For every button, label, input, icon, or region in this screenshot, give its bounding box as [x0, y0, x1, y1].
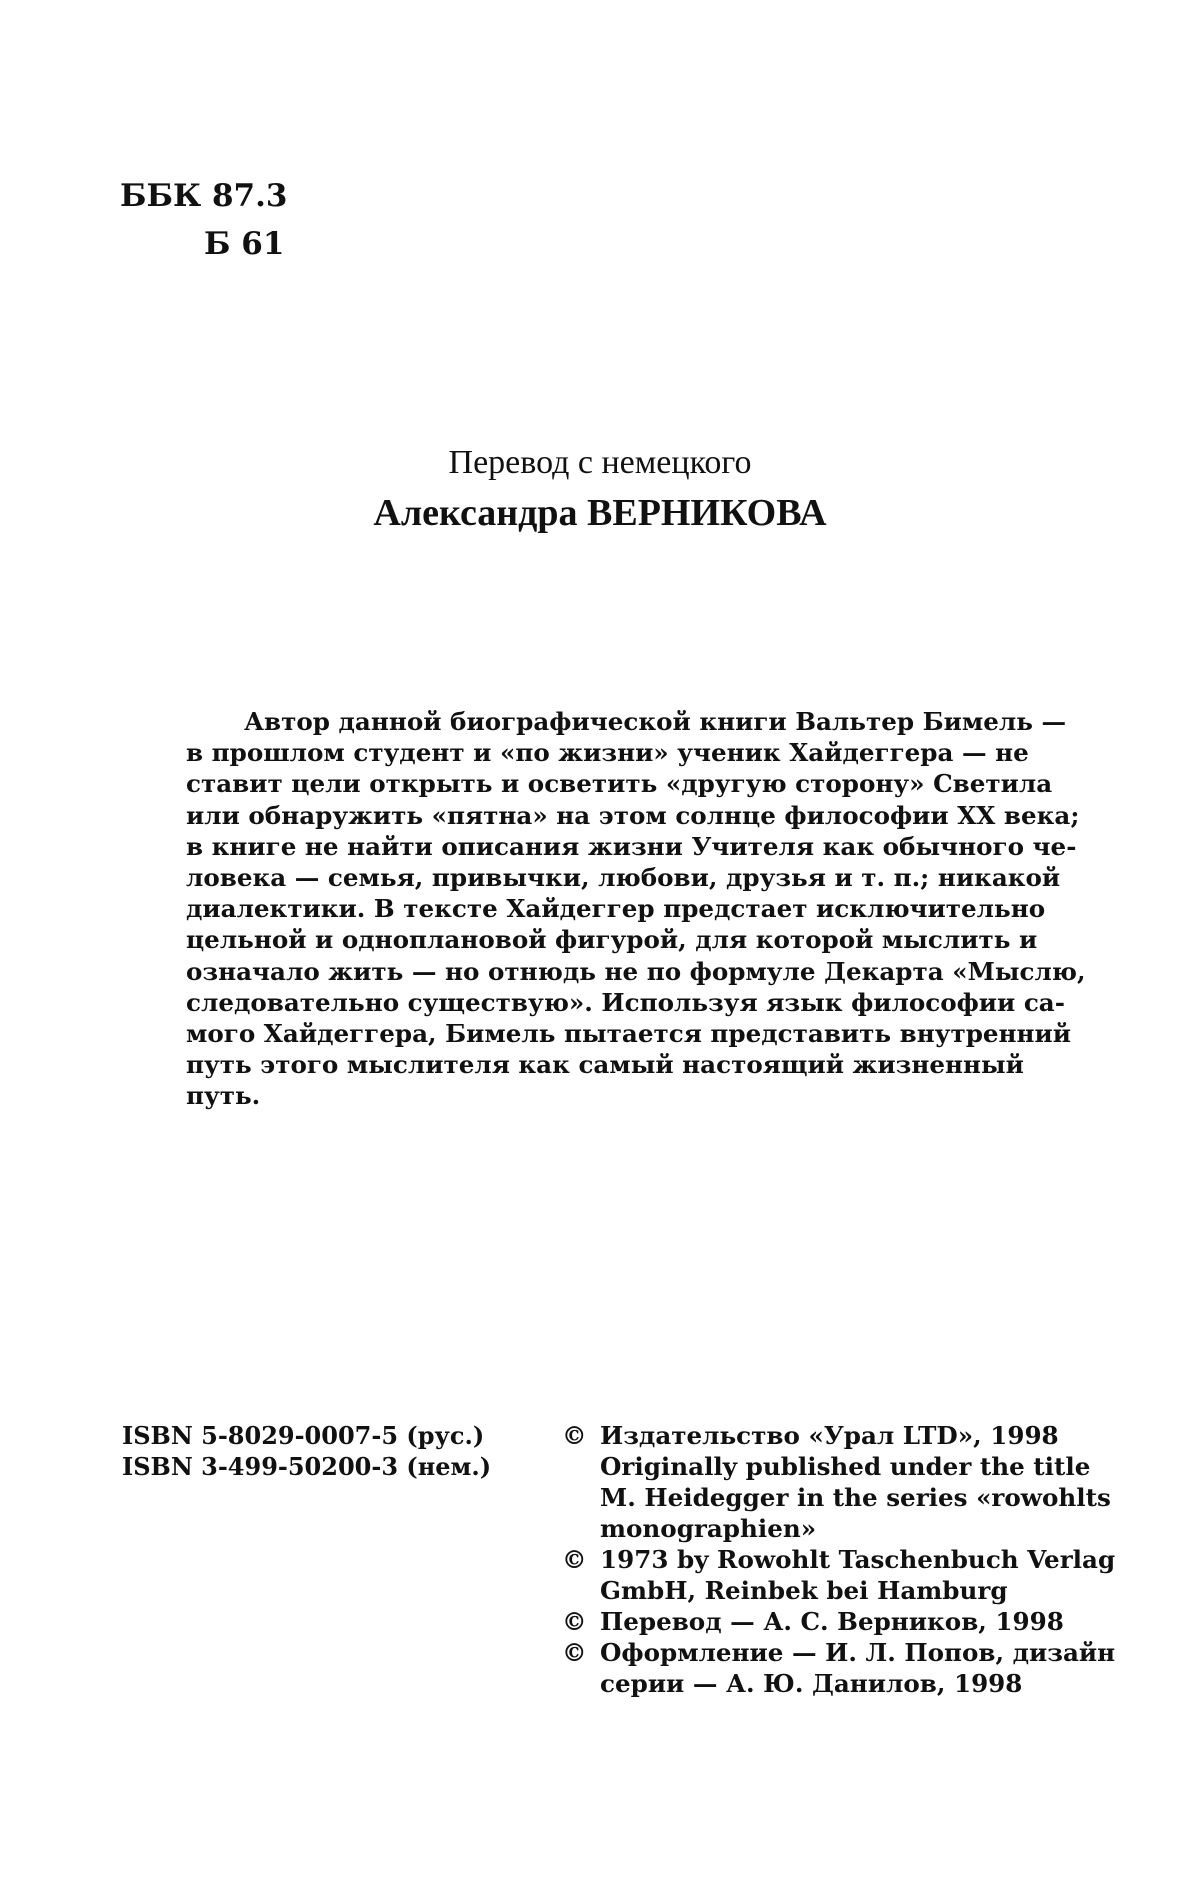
author-mark: Б 61: [204, 226, 285, 262]
copyright-icon: ©: [562, 1421, 587, 1450]
annotation: [186, 706, 1086, 1112]
copyright-publisher: [562, 1420, 1111, 1544]
isbn-block: [122, 1420, 491, 1482]
copyright-line: Оформление — И. Л. Попов, дизайн: [600, 1638, 1116, 1667]
translator-credit: [0, 440, 1200, 540]
copyright-line: Издательство «Урал LTD», 1998: [600, 1421, 1059, 1450]
copyright-line: monographien»: [600, 1514, 817, 1543]
annotation-line: путь этого мыслителя как самый настоящий жизненный: [186, 1050, 1024, 1080]
annotation-line: или обнаружить «пятна» на этом солнце философии XX века;: [186, 800, 1080, 830]
copyright-block: [562, 1420, 1116, 1699]
annotation-line: Автор данной биографической книги Вальтер Бимель —: [244, 707, 1067, 736]
annotation-line: следовательно существую». Используя язык философии са-: [186, 987, 1065, 1017]
copyright-icon: ©: [562, 1545, 587, 1574]
isbn-german: ISBN 3-499-50200-3 (нем.): [122, 1452, 492, 1481]
bbk-code: ББК 87.3: [120, 178, 288, 214]
copyright-line: GmbH, Reinbek bei Hamburg: [600, 1576, 1008, 1605]
copyright-design: [562, 1637, 1116, 1699]
translator-name: Александра ВЕРНИКОВА: [373, 492, 827, 534]
copyright-line: M. Heidegger in the series «rowohlts: [600, 1483, 1111, 1512]
copyright-line: 1973 by Rowohlt Taschenbuch Verlag: [600, 1545, 1116, 1574]
annotation-line: ставит цели открыть и осветить «другую сторону» Светила: [186, 769, 1053, 799]
annotation-line: цельной и одноплановой фигурой, для которой мыслить и: [186, 925, 1038, 955]
copyright-icon: ©: [562, 1607, 587, 1636]
copyright-translation: [562, 1606, 1082, 1637]
copyright-line: Originally published under the title: [600, 1452, 1091, 1481]
copyright-original: [562, 1544, 1116, 1606]
annotation-line: в прошлом студент и «по жизни» ученик Хайдеггера — не: [186, 738, 1029, 768]
translation-note: Перевод с немецкого: [448, 444, 752, 481]
annotation-line: означало жить — но отнюдь не по формуле Декарта «Мыслю,: [186, 956, 1086, 986]
copyright-icon: ©: [562, 1638, 587, 1667]
annotation-line: мого Хайдеггера, Бимель пытается представить внутренний: [186, 1019, 1072, 1049]
annotation-line: ловека — семья, привычки, любови, друзья и т. п.; никакой: [186, 863, 1061, 893]
isbn-russian: ISBN 5-8029-0007-5 (рус.): [122, 1421, 485, 1450]
annotation-line: диалектики. В тексте Хайдеггер предстает исключительно: [186, 894, 1046, 924]
classification-block: [120, 172, 287, 268]
annotation-line: в книге не найти описания жизни Учителя как обычного че-: [186, 831, 1077, 861]
copyright-line: серии — А. Ю. Данилов, 1998: [600, 1669, 1023, 1698]
annotation-line: путь.: [186, 1081, 261, 1111]
copyright-line: Перевод — А. С. Верников, 1998: [600, 1607, 1064, 1636]
